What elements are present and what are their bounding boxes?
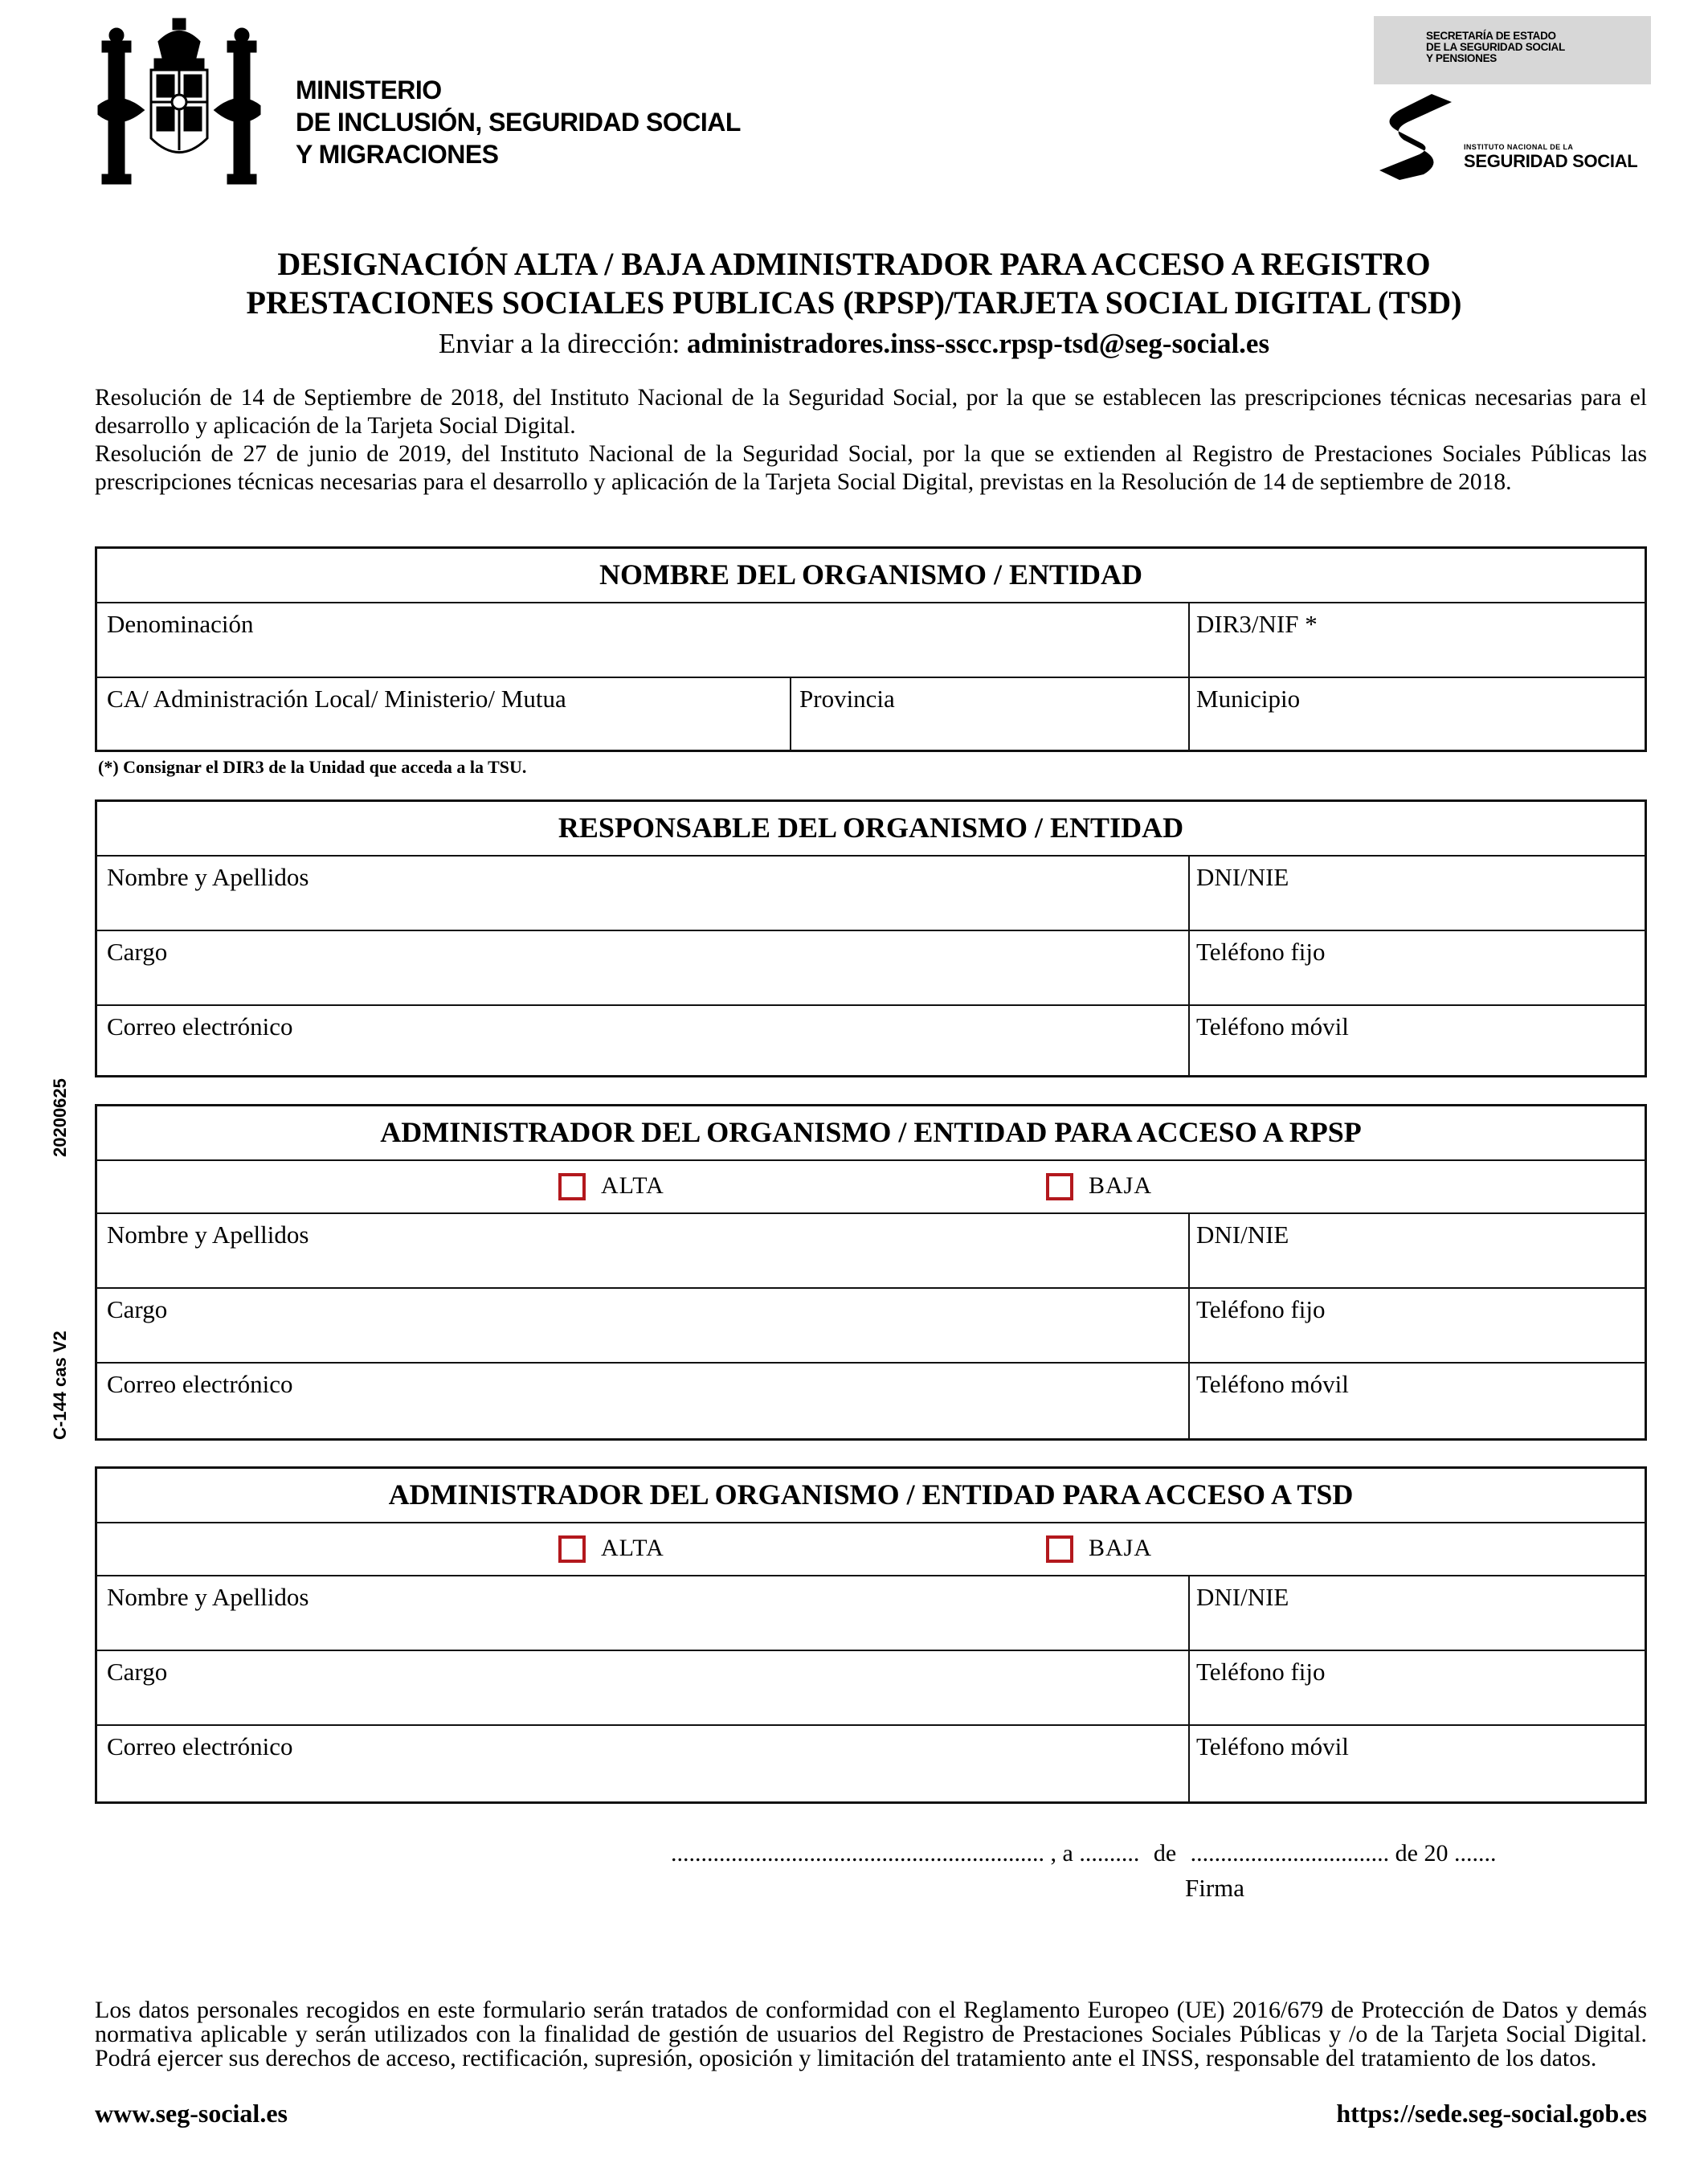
tsd-row-1 (97, 1576, 1645, 1651)
rpsp-baja-checkbox[interactable] (1046, 1173, 1073, 1200)
tsd-row-3 (97, 1726, 1645, 1801)
rpsp-alta-checkbox[interactable] (558, 1173, 586, 1200)
firma-label: Firma (1185, 1874, 1245, 1902)
resp-tel-fijo-field[interactable] (1188, 931, 1645, 1004)
resp-row-1 (97, 857, 1645, 931)
resp-nombre-field[interactable] (97, 857, 1188, 930)
rpsp-dni-label: DNI/NIE (1196, 1221, 1289, 1249)
tsd-cargo-field[interactable] (97, 1651, 1188, 1724)
tsd-tel-movil-label: Teléfono móvil (1196, 1732, 1349, 1760)
rpsp-tel-fijo-label: Teléfono fijo (1196, 1295, 1326, 1323)
resolution-2: Resolución de 27 de junio de 2019, del Instituto Nacional de la Seguridad Social, por la que se extienden al Registro de Prestaciones Sociales Públicas las prescripciones técnicas necesarias para el desarrollo y aplicación de la Tarjeta Social Digital, previstas en la Resolución de 14 de septiembre de 2018. (95, 441, 1647, 495)
rpsp-correo-field[interactable] (97, 1364, 1188, 1438)
rpsp-dni-field[interactable] (1188, 1214, 1645, 1287)
de-text: de (1153, 1840, 1177, 1867)
day-dots[interactable]: .......... (1079, 1840, 1140, 1867)
tsd-tel-fijo-field[interactable] (1188, 1651, 1645, 1724)
secretaria-box (1374, 16, 1651, 84)
dir3-field[interactable] (1188, 603, 1645, 677)
a-text: , a (1050, 1840, 1073, 1867)
tsd-baja-label: BAJA (1089, 1535, 1153, 1561)
footer-right-url[interactable]: https://sede.seg-social.gob.es (1336, 2099, 1647, 2128)
resolutions-text (95, 384, 1647, 497)
resp-tel-movil-label: Teléfono móvil (1196, 1012, 1349, 1041)
rpsp-row-1 (97, 1214, 1645, 1289)
resp-row-3 (97, 1006, 1645, 1075)
resp-correo-label: Correo electrónico (107, 1012, 293, 1041)
rpsp-tel-movil-label: Teléfono móvil (1196, 1370, 1349, 1398)
ca-field[interactable] (97, 678, 790, 750)
municipio-field[interactable] (1188, 678, 1645, 750)
tsd-nombre-field[interactable] (97, 1576, 1188, 1650)
rpsp-nombre-label: Nombre y Apellidos (107, 1221, 309, 1249)
title-line-2: PRESTACIONES SOCIALES PUBLICAS (RPSP)/TARJETA SOCIAL DIGITAL (TSD) (246, 284, 1462, 321)
spain-coat-of-arms-icon (95, 18, 264, 186)
send-to-line (0, 328, 1708, 360)
rpsp-correo-label: Correo electrónico (107, 1370, 293, 1398)
send-to-email[interactable]: administradores.inss-sscc.rpsp-tsd@seg-social.es (686, 328, 1270, 359)
rpsp-section-title: ADMINISTRADOR DEL ORGANISMO / ENTIDAD PARA ACCESO A RPSP (97, 1106, 1645, 1161)
document-title (0, 245, 1708, 322)
rpsp-nombre-field[interactable] (97, 1214, 1188, 1287)
resp-cargo-field[interactable] (97, 931, 1188, 1004)
ministry-line-2: DE INCLUSIÓN, SEGURIDAD SOCIAL (296, 108, 741, 137)
signature-date-line (671, 1840, 1496, 1867)
ministry-name (296, 74, 741, 170)
rpsp-cargo-field[interactable] (97, 1289, 1188, 1362)
rpsp-cargo-label: Cargo (107, 1295, 168, 1323)
rpsp-tel-fijo-field[interactable] (1188, 1289, 1645, 1362)
rpsp-alta-baja-row (97, 1161, 1645, 1214)
resp-tel-fijo-label: Teléfono fijo (1196, 938, 1326, 966)
place-dots[interactable]: .............................................................. (671, 1840, 1044, 1867)
tsd-correo-label: Correo electrónico (107, 1732, 293, 1760)
form-code: C-144 cas V2 (50, 1331, 70, 1440)
dir3-note: (*) Consignar el DIR3 de la Unidad que acceda a la TSU. (98, 757, 527, 777)
resp-dni-label: DNI/NIE (1196, 863, 1289, 891)
tsd-nombre-label: Nombre y Apellidos (107, 1583, 309, 1611)
date-code: 20200625 (50, 1078, 70, 1157)
org-section (95, 546, 1647, 752)
resp-row-2 (97, 931, 1645, 1006)
resp-correo-field[interactable] (97, 1006, 1188, 1075)
org-row-1 (97, 603, 1645, 678)
ministry-line-3: Y MIGRACIONES (296, 140, 499, 169)
municipio-label: Municipio (1196, 685, 1301, 713)
tsd-cargo-label: Cargo (107, 1658, 168, 1686)
ca-label: CA/ Administración Local/ Ministerio/ Mutua (107, 685, 566, 713)
footer-left-url[interactable]: www.seg-social.es (95, 2099, 288, 2128)
rpsp-tel-movil-field[interactable] (1188, 1364, 1645, 1438)
tsd-dni-field[interactable] (1188, 1576, 1645, 1650)
secretaria-line-2: DE LA SEGURIDAD SOCIAL (1426, 41, 1565, 53)
month-dots[interactable]: ................................. (1190, 1840, 1390, 1867)
privacy-notice: Los datos personales recogidos en este formulario serán tratados de conformidad con el Reglamento Europeo (UE) 2016/679 de Protección de Datos y demás normativa aplicable y serán utilizados con la finalidad de gestión de usuarios del Registro de Prestaciones Sociales Públicas y /o de la Tarjeta Social Digital. Podrá ejercer sus derechos de acceso, rectificación, supresión, oposición y limitación del tratamiento ante el INSS, responsable del tratamiento de los datos. (95, 1997, 1647, 2071)
dir3-label: DIR3/NIF * (1196, 610, 1318, 638)
tsd-alta-checkbox[interactable] (558, 1535, 586, 1563)
year-dots[interactable]: ....... (1453, 1840, 1497, 1867)
denominacion-label: Denominación (107, 610, 254, 638)
rpsp-row-3 (97, 1364, 1645, 1438)
tsd-baja-checkbox[interactable] (1046, 1535, 1073, 1563)
send-to-label: Enviar a la dirección: (438, 328, 687, 359)
de20-text: de 20 (1395, 1840, 1449, 1867)
provincia-field[interactable] (790, 678, 1188, 750)
org-section-title: NOMBRE DEL ORGANISMO / ENTIDAD (97, 549, 1645, 603)
rpsp-section (95, 1104, 1647, 1441)
tsd-row-2 (97, 1651, 1645, 1726)
tsd-correo-field[interactable] (97, 1726, 1188, 1801)
rpsp-row-2 (97, 1289, 1645, 1364)
resolution-1: Resolución de 14 de Septiembre de 2018, del Instituto Nacional de la Seguridad Social, por la que se establecen las prescripciones técnicas necesarias para el desarrollo y aplicación de la Tarjeta Social Digital. (95, 385, 1647, 439)
tsd-alta-label: ALTA (601, 1535, 664, 1561)
inss-big-label: SEGURIDAD SOCIAL (1464, 151, 1638, 171)
secretaria-line-3: Y PENSIONES (1426, 52, 1497, 64)
org-row-2 (97, 678, 1645, 750)
seguridad-social-logo-icon (1375, 90, 1456, 182)
resp-nombre-label: Nombre y Apellidos (107, 863, 309, 891)
secretaria-line-1: SECRETARÍA DE ESTADO (1426, 30, 1556, 42)
tsd-alta-baja-row (97, 1523, 1645, 1576)
resp-dni-field[interactable] (1188, 857, 1645, 930)
tsd-section (95, 1466, 1647, 1804)
resp-section (95, 799, 1647, 1077)
title-line-1: DESIGNACIÓN ALTA / BAJA ADMINISTRADOR PARA ACCESO A REGISTRO (277, 246, 1431, 282)
tsd-tel-fijo-label: Teléfono fijo (1196, 1658, 1326, 1686)
resp-section-title: RESPONSABLE DEL ORGANISMO / ENTIDAD (97, 802, 1645, 857)
resp-tel-movil-field[interactable] (1188, 1006, 1645, 1075)
rpsp-alta-label: ALTA (601, 1172, 664, 1199)
provincia-label: Provincia (799, 685, 895, 713)
denominacion-field[interactable] (97, 603, 1188, 677)
tsd-dni-label: DNI/NIE (1196, 1583, 1289, 1611)
rpsp-baja-label: BAJA (1089, 1172, 1153, 1199)
tsd-tel-movil-field[interactable] (1188, 1726, 1645, 1801)
tsd-section-title: ADMINISTRADOR DEL ORGANISMO / ENTIDAD PARA ACCESO A TSD (97, 1469, 1645, 1523)
ministry-line-1: MINISTERIO (296, 76, 442, 104)
resp-cargo-label: Cargo (107, 938, 168, 966)
inss-small-label: INSTITUTO NACIONAL DE LA (1464, 143, 1574, 151)
